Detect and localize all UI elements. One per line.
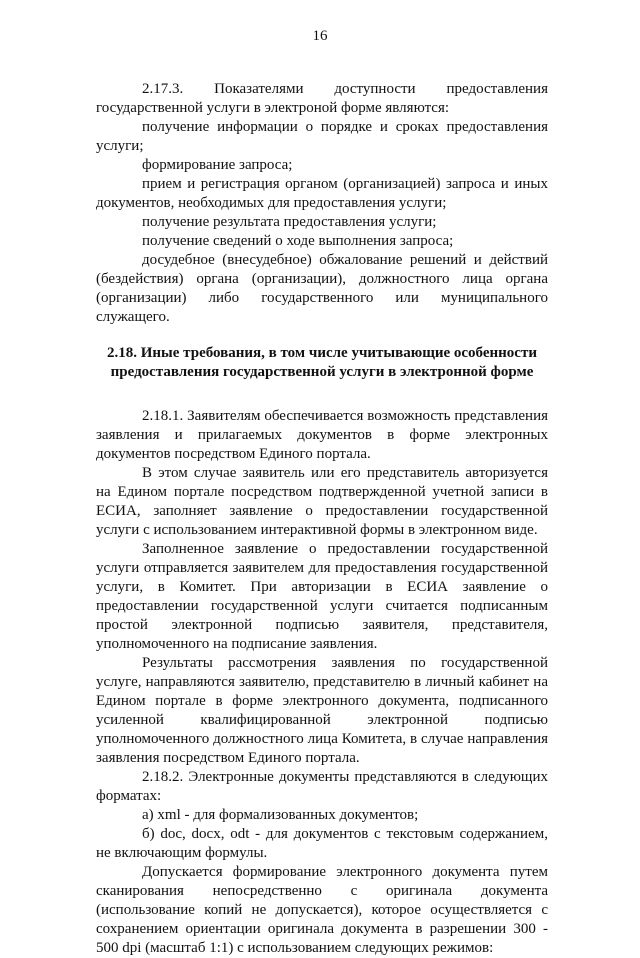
list-item: досудебное (внесудебное) обжалование решений и действий (бездействия) органа (организации), должностного лица органа (организации) либо государственного или муниципального служащего. xyxy=(96,252,548,325)
paragraph-2-18-1: 2.18.1. Заявителям обеспечивается возможность представления заявления и прилагаемых документов в форме электронных документов посредством Единого портала. xyxy=(96,408,548,462)
paragraph: Допускается формирование электронного документа путем сканирования непосредственно с оригинала документа (использование копий не допускается), которое осуществляется с сохранением ориентации оригинала документа в разрешении 300 - 500 dpi (масштаб 1:1) с использованием следующих режимов: xyxy=(96,864,548,956)
list-item: формирование запроса; xyxy=(142,157,293,173)
paragraph: Результаты рассмотрения заявления по государственной услуге, направляются заявителю, представителю в личный кабинет на Едином портале в форме электронного документа, подписанного усиленной квалифицированной электронной подписью уполномоченного должностного лица Комитета, в случае направления заявления посредством Единого портала. xyxy=(96,655,548,766)
list-item: получение сведений о ходе выполнения запроса; xyxy=(142,233,454,249)
list-item: б) doc, docx, odt - для документов с текстовым содержанием, не включающим формулы. xyxy=(96,826,548,861)
page-number: 16 xyxy=(312,28,328,44)
paragraph-2-18-2: 2.18.2. Электронные документы представляются в следующих форматах: xyxy=(96,769,548,804)
document-body xyxy=(96,80,548,958)
list-item: получение результата предоставления услуги; xyxy=(142,214,437,230)
list-item: а) xml - для формализованных документов; xyxy=(142,807,419,823)
paragraph: Заполненное заявление о предоставлении государственной услуги отправляется заявителем для предоставления государственной услуги, в Комитет. При авторизации в ЕСИА заявление о предоставлении государственной услуги считается подписанным простой электронной подписью заявителя, представителя, уполномоченного на подписание заявления. xyxy=(96,541,548,652)
section-heading-2-18: 2.18. Иные требования, в том числе учитывающие особенности предоставления государственной услуги в электронной форме xyxy=(107,345,537,380)
paragraph-2-17-3: 2.17.3. Показателями доступности предоставления государственной услуги в электроной форме являются: xyxy=(96,81,548,116)
list-item: прием и регистрация органом (организацией) запроса и иных документов, необходимых для предоставления услуги; xyxy=(96,176,548,211)
paragraph: В этом случае заявитель или его представитель авторизуется на Едином портале посредством подтвержденной учетной записи в ЕСИА, заполняет заявление о предоставлении государственной услуги с использованием интерактивной формы в электронном виде. xyxy=(96,465,548,538)
list-item: получение информации о порядке и сроках предоставления услуги; xyxy=(96,119,548,154)
